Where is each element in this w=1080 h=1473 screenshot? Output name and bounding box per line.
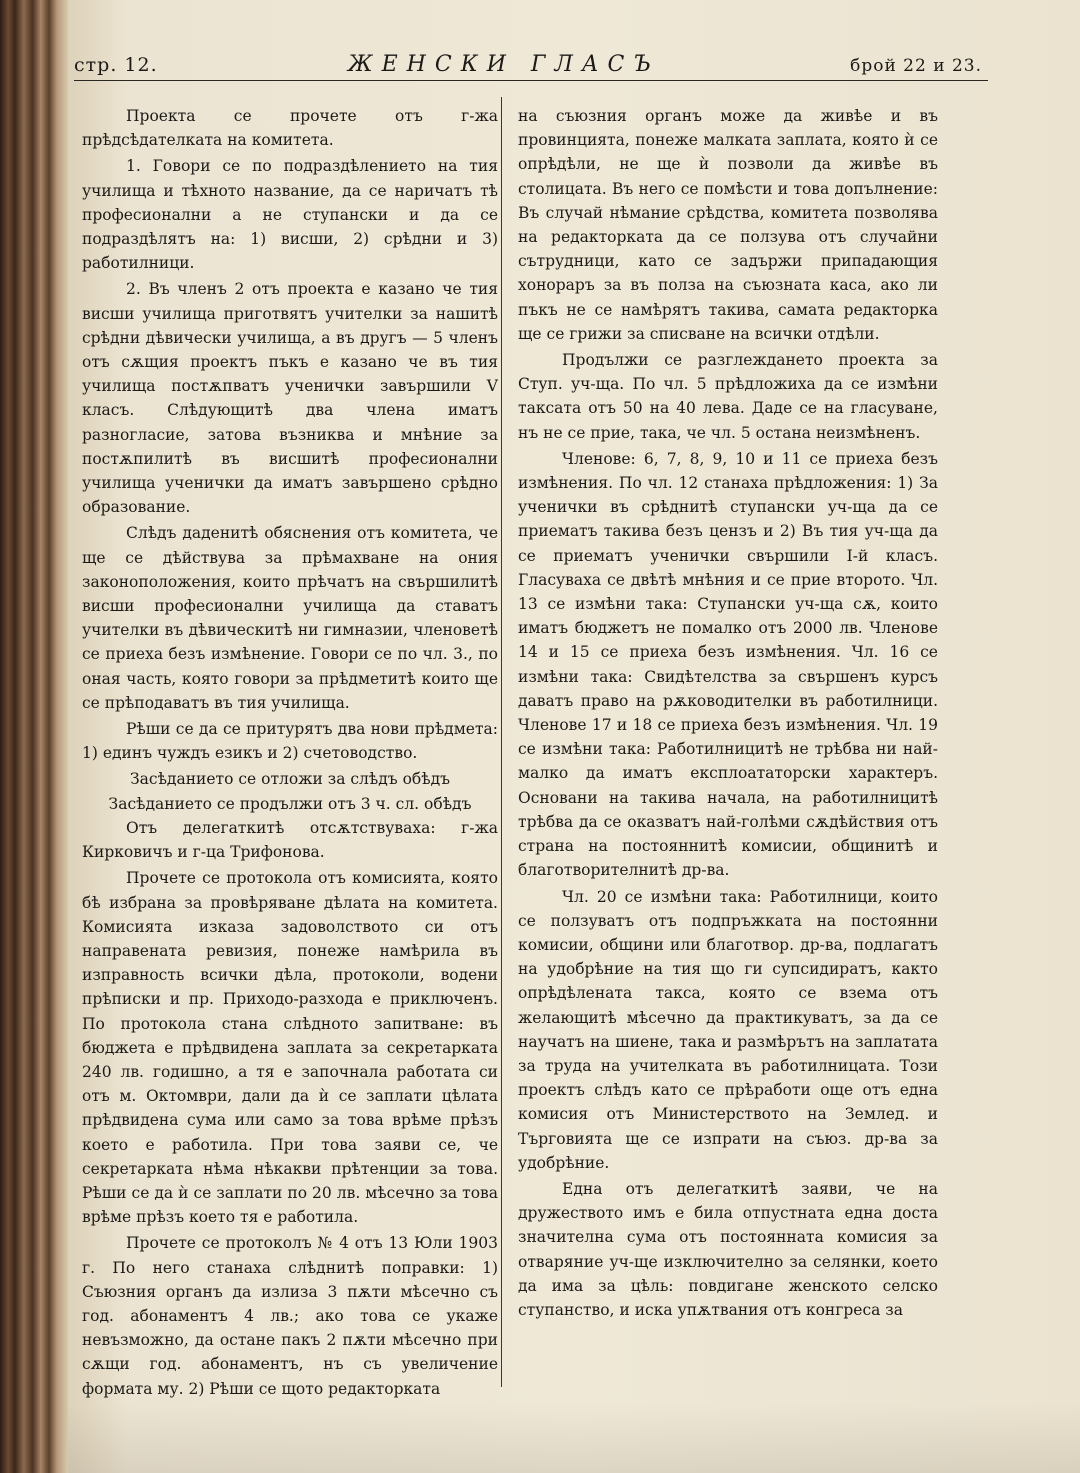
paragraph: Отъ делегаткитѣ отсѫтствуваха: г-жа Кирковичъ и г-ца Трифонова.: [82, 818, 498, 862]
session-note: Засѣданието се продължи отъ 3 ч. сл. обѣдъ: [108, 794, 472, 813]
paragraph: Рѣши се да се притурятъ два нови прѣдмета: 1) единъ чуждъ езикъ и 2) счетоводство.: [82, 720, 498, 763]
paragraph: Чл. 20 се измѣни така: Работилници, които се ползуватъ отъ подпръжката на постоянни комисии, общини или благотвор. др-ва, подлагатъ на удобрѣние на тия що ги супсидиратъ, както опрѣдѣлената такса, която се взема отъ желающитѣ мѣсечно да практикуватъ, за да се научатъ на шиене, така и размѣрътъ на заплатата за труда на учителката въ работилницата. Този проектъ слѣдъ като се прѣработи още отъ една комисия отъ Министерството на Землед. и Търговията ще се изпрати на съюз. др-ва за удобрѣние.: [518, 887, 938, 1172]
page-number: стр. 12.: [74, 54, 158, 76]
journal-title: ЖЕНСКИ ГЛАСЪ: [347, 52, 660, 77]
column-divider: [501, 97, 502, 1387]
page-header: [74, 52, 982, 88]
left-column: [82, 104, 498, 1403]
session-note: Засѣданието се отложи за слѣдъ обѣдъ: [129, 770, 450, 789]
paragraph: Членове: 6, 7, 8, 9, 10 и 11 се приеха безъ измѣнения. По чл. 12 станаха прѣдложения: 1) За ученички въ срѣднитѣ ступански уч-ща да се приематъ такива безъ цензъ и 2) Въ тия уч-ща да се приематъ ученички свършили I-й класъ. Гласуваха се двѣтѣ мнѣния и се прие второто. Чл. 13 се измѣни така: Ступански уч-ща сѫ, които иматъ бюджетъ не помалко отъ 2000 лв. Членове 14 и 15 се приеха безъ измѣнения. Чл. 16 се измѣни така: Свидѣтелства за свършенъ курсъ даватъ право на рѫководителки въ работилници. Членове 17 и 18 се приеха безъ измѣнения. Чл. 19 се измѣни така: Работилницитѣ не трѣбва ни най-малко да иматъ експлоататорски характеръ. Основани на такива начала, на работилницитѣ трѣбва да се оказватъ най-голѣми сѫдѣйствия отъ страна на постояннитѣ комисии, общинитѣ и благотворителнитѣ др-ва.: [518, 449, 938, 880]
paragraph: Една отъ делегаткитѣ заяви, че на дружеството имъ е била отпустната една доста значителна сума отъ постоянната комисия за отваряние уч-ще изключително за селянки, което да има за цѣль: повдигане женското селско ступанство, и иска упѫтвания отъ конгреса за: [518, 1179, 938, 1319]
paragraph: Прочете се протокола отъ комисията, която бѣ избрана за провѣряване дѣлата на комитета. Комисията изказа задоволството си отъ направената ревизия, понеже намѣрила въ изправность всички дѣла, протоколи, водени прѣписки и пр. Приходо-разхода е приключенъ. По протокола стана слѣдното запитване: въ бюджета е прѣдвидена заплата за секретарката 240 лв. годишно, а тя е започнала работата си отъ м. Октомври, дали да ѝ се заплати цѣлата прѣдвидена сума или само за това врѣме прѣзъ което е работила. При това заяви се, че секретарката нѣма нѣкакви прѣтенции за това. Рѣши се да ѝ се заплати по 20 лв. мѣсечно за това врѣме прѣзъ което тя е работила.: [82, 869, 498, 1227]
paragraph: Продължи се разглеждането проекта за Ступ. уч-ща. По чл. 5 прѣдложиха да се измѣни таксата отъ 50 на 40 лева. Даде се на гласуване, нъ не се прие, така, че чл. 5 остана неизмѣненъ.: [518, 351, 938, 442]
header-rule: [74, 80, 988, 81]
page-shadow: [68, 1403, 1080, 1473]
paragraph: Проекта се прочете отъ г-жа прѣдсѣдателката на комитета.: [82, 107, 498, 150]
paragraph: Слѣдъ даденитѣ обяснения отъ комитета, че ще се дѣйствува за прѣмахване на ония законоположения, които прѣчатъ на свършилитѣ висши професионални училища да ставатъ учителки въ дѣвическитѣ ни гимназии, членоветѣ се приеха безъ измѣнение. Говори се по чл. 3., по оная часть, която говори за прѣдметитѣ които ще се прѣподаватъ въ тия училища.: [82, 524, 498, 712]
right-column: [518, 104, 938, 1324]
paragraph: 2. Въ членъ 2 отъ проекта е казано че тия висши училища приготвятъ учителки за нашитѣ срѣдни дѣвически училища, а въ другъ — 5 членъ отъ сѫщия проектъ пъкъ е казано че въ тия училища постѫпватъ ученички завършили V класъ. Слѣдующитѣ два члена иматъ разногласие, затова възниква и мнѣние за постѫпилитѣ въ висшитѣ професионални училища ученички да иматъ завършено срѣдно образование.: [82, 280, 498, 517]
issue-number: брой 22 и 23.: [850, 56, 982, 76]
book-binding: [0, 0, 68, 1473]
paragraph: Прочете се протоколъ № 4 отъ 13 Юли 1903 г. По него станаха слѣднитѣ поправки: 1) Съюзния органъ да излиза 3 пѫти мѣсечно съ год. абонаментъ 4 лв.; ако това се укаже невъзможно, да остане пакъ 2 пѫти мѣсечно при сѫщи год. абонаментъ, нъ съ увеличение формата му. 2) Рѣши се щото редакторката: [82, 1234, 498, 1398]
paragraph: 1. Говори се по подраздѣлението на тия училища и тѣхното название, да се наричатъ тѣ професионални а не ступански и да се подраздѣлятъ на: 1) висши, 2) срѣдни и 3) работилници.: [82, 157, 498, 273]
paragraph: на съюзния органъ може да живѣе и въ провинцията, понеже малката заплата, която ѝ се опрѣдѣли, не ще ѝ позволи да живѣе въ столицата. Въ него се помѣсти и това допълнение: Въ случай нѣмание срѣдства, комитета позволява на редакторката да се ползува отъ случайни сътрудници, като се задържи припадающия хонораръ за въ полза на съюзната каса, ако ли пъкъ не се намѣрятъ такива, самата редакторка ще се грижи за списване на всички отдѣли.: [518, 107, 938, 343]
